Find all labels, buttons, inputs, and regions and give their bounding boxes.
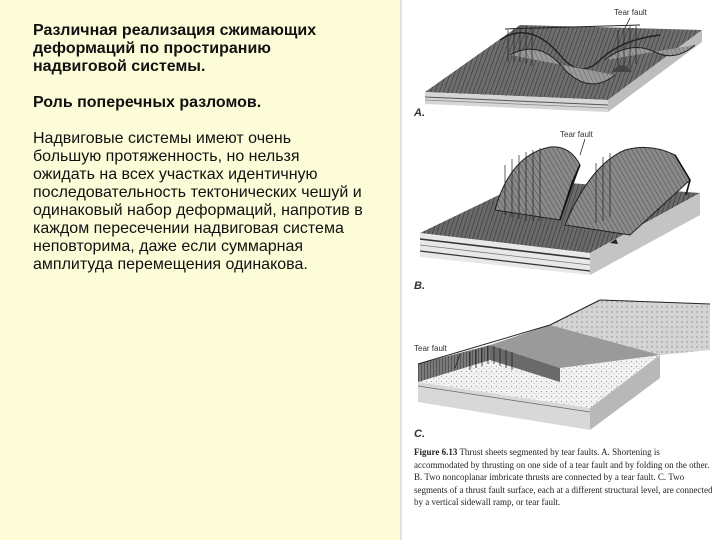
caption-figure-number: Figure 6.13 [414,447,458,457]
text-block [33,22,363,274]
figure-caption [414,446,714,509]
block-diagram-c [400,290,720,440]
figure-panel [400,0,720,540]
body-paragraph: Надвиговые системы имеют очень большую протяженность, но нельзя ожидать на всех участках идентичную последовательность тектонических чешуй и одинаковый набор деформаций, напротив в каждом пересечении надвиговая система неповторима, даже если суммарная амплитуда перемещения одинакова. [33,130,363,273]
fault-label-a: Tear fault [614,8,647,17]
block-diagram-b [400,125,720,275]
panel-label-a: A. [414,107,425,119]
slide-title: Различная реализация сжимающих деформаций по простиранию надвиговой системы. [33,22,317,75]
slide-subtitle: Роль поперечных разломов. [33,94,262,111]
panel-label-b: B. [414,280,425,292]
block-diagram-a [400,0,720,130]
fault-label-c: Tear fault [414,344,447,353]
caption-text: Thrust sheets segmented by tear faults. A. Shortening is accommodated by thrusting on one side of a tear fault and by folding on the other. B. Two noncoplanar imbricate thrusts are connected by a tear fault. C. Two segments of a thrust fault surface, each at a different structural level, are connected by a vertical sidewall ramp, or tear fault. [414,447,713,507]
fault-label-b: Tear fault [560,130,593,139]
panel-label-c: C. [414,428,425,440]
